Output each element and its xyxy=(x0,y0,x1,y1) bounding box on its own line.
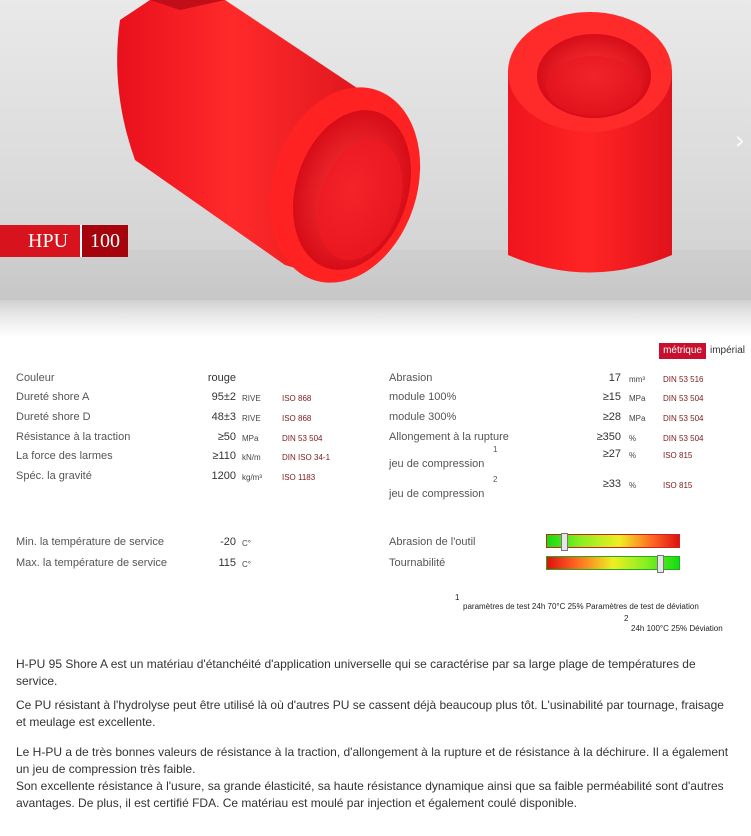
footnote-text: 24h 100°C 25% Déviation xyxy=(631,624,723,633)
property-value: ≥27 xyxy=(602,448,621,460)
property-label: Résistance à la traction xyxy=(16,431,131,443)
description-paragraph: H-PU 95 Shore A est un matériau d'étanchéité d'application universelle qui se caractérise par sa large plage de températures de service. xyxy=(16,657,696,688)
property-row xyxy=(16,411,356,427)
property-value: rouge xyxy=(207,372,236,384)
property-value: 95±2 xyxy=(211,391,236,403)
tool-abrasion-gauge xyxy=(546,534,680,548)
property-row xyxy=(16,431,356,447)
property-row xyxy=(389,445,729,478)
property-label: La force des larmes xyxy=(16,450,113,462)
property-norm: ISO 868 xyxy=(282,394,312,403)
temperature-unit: C° xyxy=(242,560,251,569)
property-norm: ISO 868 xyxy=(282,414,312,423)
footnote-mark: 1 xyxy=(455,593,460,602)
property-label: Allongement à la rupture xyxy=(389,431,509,443)
property-value: ≥15 xyxy=(602,391,621,403)
property-norm: DIN 53 516 xyxy=(663,375,704,384)
property-unit: MPa xyxy=(629,414,646,423)
product-name: HPU xyxy=(0,225,80,257)
property-row xyxy=(389,372,729,388)
property-value: 48±3 xyxy=(211,411,236,423)
property-label: Dureté shore D xyxy=(16,411,91,423)
temperature-unit: C° xyxy=(242,539,251,548)
temperature-label: Min. la température de service xyxy=(16,536,164,548)
property-norm: ISO 1183 xyxy=(282,473,316,482)
property-unit: mm³ xyxy=(629,375,645,384)
property-label: Abrasion xyxy=(389,372,433,384)
footnote-mark: 2 xyxy=(624,614,629,623)
property-unit: % xyxy=(629,434,637,443)
temperature-label: Max. la température de service xyxy=(16,557,168,569)
property-label: module 100% xyxy=(389,391,457,403)
property-norm: DIN 53 504 xyxy=(282,434,323,443)
turnability-gauge xyxy=(546,556,680,570)
gauge-label-row xyxy=(389,536,539,552)
description-paragraph: Le H-PU a de très bonnes valeurs de résistance à la traction, d'allongement à la rupture et de résistance à la déchirure. Il a également un jeu de compression très faible. xyxy=(16,745,729,776)
property-value: ≥33 xyxy=(602,478,621,490)
temperature-row-min xyxy=(16,536,276,552)
property-unit: RIVE xyxy=(242,414,261,423)
property-value: ≥28 xyxy=(602,411,621,423)
temperature-value: 115 xyxy=(218,557,236,569)
property-norm: ISO 815 xyxy=(663,481,693,490)
property-unit: MPa xyxy=(242,434,259,443)
property-norm: DIN 53 504 xyxy=(663,434,704,443)
temperature-value: -20 xyxy=(220,536,236,548)
property-value: ≥350 xyxy=(596,431,621,443)
property-unit: RIVE xyxy=(242,394,261,403)
property-row xyxy=(16,450,356,466)
property-row xyxy=(16,470,356,486)
property-row xyxy=(16,372,356,388)
next-slide-arrow-icon[interactable]: › xyxy=(734,126,745,156)
property-row xyxy=(389,431,729,447)
property-norm: DIN 53 504 xyxy=(663,414,704,423)
property-label: Spéc. la gravité xyxy=(16,470,92,482)
property-unit: MPa xyxy=(629,394,646,403)
property-value: 17 xyxy=(608,372,621,384)
description-paragraph: Ce PU résistant à l'hydrolyse peut être utilisé là où d'autres PU se cassent déjà beaucoup plus tôt. L'usinabilité par tournage, fraisage et meulage est excellente. xyxy=(16,698,724,729)
property-unit: % xyxy=(629,451,637,460)
footnote-reference: 1 xyxy=(493,445,498,454)
property-label: module 300% xyxy=(389,411,457,423)
property-label: jeu de compression xyxy=(389,458,485,470)
product-badge xyxy=(0,225,128,257)
property-row xyxy=(389,475,729,508)
description-paragraph: Son excellente résistance à l'usure, sa grande élasticité, sa haute résistance dynamique ainsi que sa faible perméabilité sont d'autres avantages. De plus, il est certifié FDA. Ce matériau est moulé par injection et également coulé disponible. xyxy=(16,779,724,810)
property-label: jeu de compression xyxy=(389,488,485,500)
property-label: Couleur xyxy=(16,372,55,384)
hero-reflection xyxy=(0,300,751,338)
footnote-text: paramètres de test 24h 70°C 25% Paramètres de test de déviation xyxy=(463,602,699,611)
turnability-label: Tournabilité xyxy=(389,557,446,569)
property-unit: kN/m xyxy=(242,453,261,462)
property-unit: kg/m³ xyxy=(242,473,262,482)
hero-banner xyxy=(0,0,751,300)
property-norm: ISO 815 xyxy=(663,451,693,460)
gauge-label-row xyxy=(389,557,539,573)
property-row xyxy=(16,391,356,407)
temperature-row-max xyxy=(16,557,276,573)
turnability-gauge-knob xyxy=(657,555,664,573)
property-norm: DIN 53 504 xyxy=(663,394,704,403)
product-number: 100 xyxy=(80,225,128,257)
tool-abrasion-label: Abrasion de l'outil xyxy=(389,536,476,548)
property-label: Dureté shore A xyxy=(16,391,90,403)
property-value: ≥110 xyxy=(212,450,236,462)
unit-toggle xyxy=(659,343,749,359)
property-value: 1200 xyxy=(211,470,236,482)
unit-metric-button[interactable]: métrique xyxy=(659,343,706,359)
footnote-reference: 2 xyxy=(493,475,498,484)
property-row xyxy=(389,411,729,427)
tool-abrasion-gauge-knob xyxy=(561,533,568,551)
unit-imperial-button[interactable]: impérial xyxy=(706,343,749,359)
property-row xyxy=(389,391,729,407)
property-norm: DIN ISO 34-1 xyxy=(282,453,331,462)
property-value: ≥50 xyxy=(217,431,236,443)
property-unit: % xyxy=(629,481,637,490)
